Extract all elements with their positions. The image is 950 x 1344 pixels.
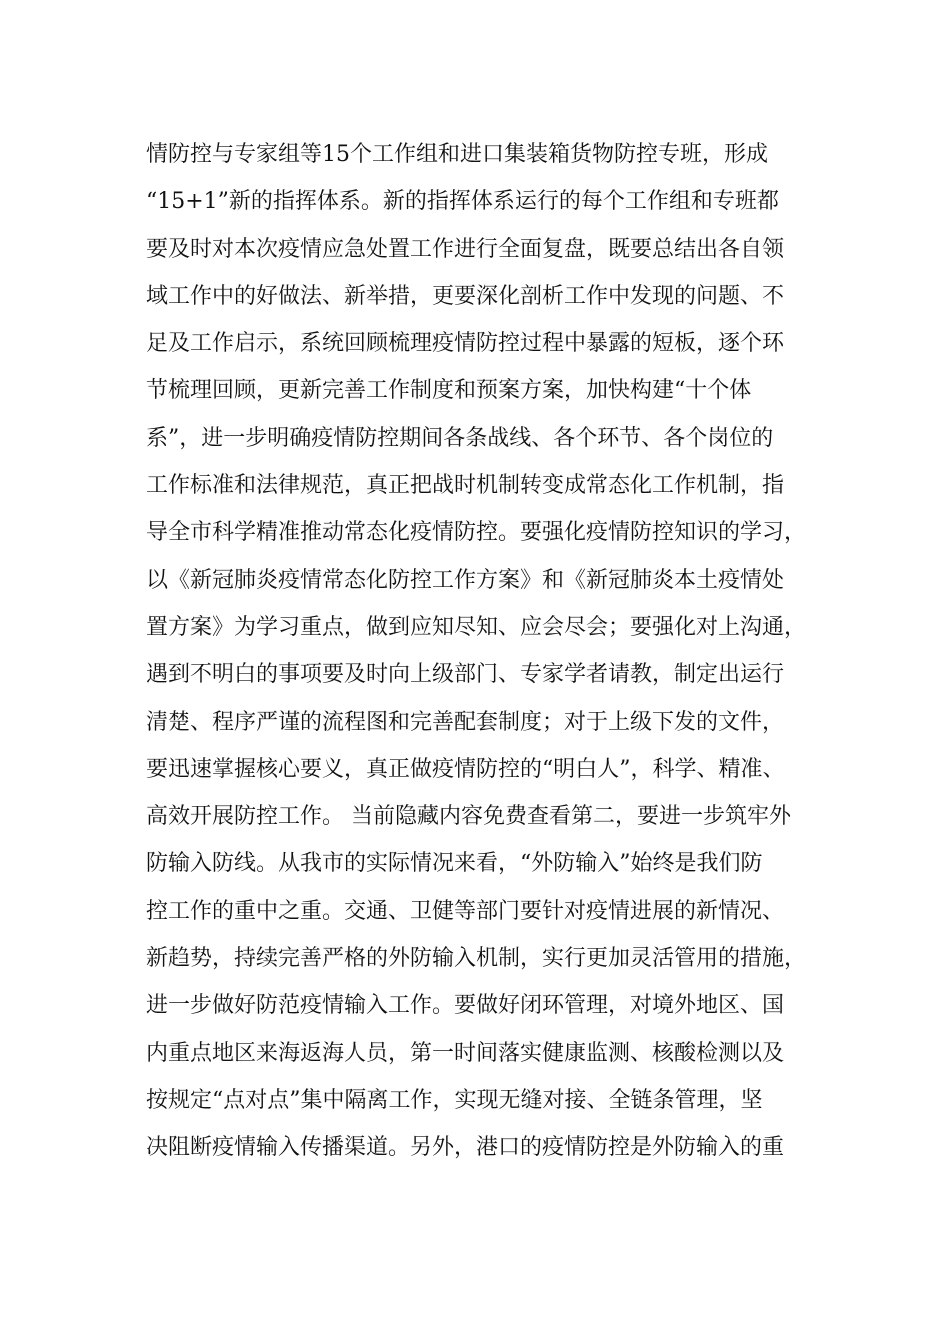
text-line-17: 控工作的重中之重。交通、卫健等部门要针对疫情进展的新情况、 bbox=[146, 898, 785, 924]
text-line-4: 域工作中的好做法、新举措，更要深化剖析工作中发现的问题、不 bbox=[146, 283, 785, 309]
body-text bbox=[146, 131, 816, 1172]
text-line-9: 导全市科学精准推动常态化疫情防控。要强化疫情防控知识的学习， bbox=[146, 520, 807, 546]
text-line-8: 工作标准和法律规范，真正把战时机制转变成常态化工作机制，指 bbox=[146, 473, 785, 499]
text-line-22: 决阻断疫情输入传播渠道。另外，港口的疫情防控是外防输入的重 bbox=[146, 1135, 785, 1161]
text-line-16: 防输入防线。从我市的实际情况来看，“外防输入”始终是我们防 bbox=[146, 851, 763, 877]
text-line-12: 遇到不明白的事项要及时向上级部门、专家学者请教，制定出运行 bbox=[146, 662, 785, 688]
text-line-10: 以《新冠肺炎疫情常态化防控工作方案》和《新冠肺炎本土疫情处 bbox=[146, 567, 785, 593]
text-line-6: 节梳理回顾，更新完善工作制度和预案方案，加快构建“十个体 bbox=[146, 378, 752, 404]
text-line-2: “15+1”新的指挥体系。新的指挥体系运行的每个工作组和专班都 bbox=[146, 189, 779, 215]
text-line-13: 清楚、程序严谨的流程图和完善配套制度；对于上级下发的文件， bbox=[146, 709, 785, 735]
text-line-20: 内重点地区来海返海人员，第一时间落实健康监测、核酸检测以及 bbox=[146, 1040, 785, 1066]
text-line-3: 要及时对本次疫情应急处置工作进行全面复盘，既要总结出各自领 bbox=[146, 236, 785, 262]
text-line-15: 高效开展防控工作。 当前隐藏内容免费查看第二，要进一步筑牢外 bbox=[146, 804, 791, 830]
text-line-14: 要迅速掌握核心要义，真正做疫情防控的“明白人”，科学、精准、 bbox=[146, 756, 785, 782]
text-line-1: 情防控与专家组等15个工作组和进口集装箱货物防控专班，形成 bbox=[146, 142, 768, 167]
text-line-11: 置方案》为学习重点，做到应知尽知、应会尽会；要强化对上沟通， bbox=[146, 614, 807, 640]
text-line-7: 系”，进一步明确疫情防控期间各条战线、各个环节、各个岗位的 bbox=[146, 425, 774, 451]
text-line-21: 按规定“点对点”集中隔离工作，实现无缝对接、全链条管理，坚 bbox=[146, 1087, 763, 1113]
text-line-19: 进一步做好防范疫情输入工作。要做好闭环管理，对境外地区、国 bbox=[146, 993, 785, 1019]
text-line-5: 足及工作启示，系统回顾梳理疫情防控过程中暴露的短板，逐个环 bbox=[146, 331, 785, 357]
text-line-18: 新趋势，持续完善严格的外防输入机制，实行更加灵活管用的措施， bbox=[146, 946, 807, 972]
